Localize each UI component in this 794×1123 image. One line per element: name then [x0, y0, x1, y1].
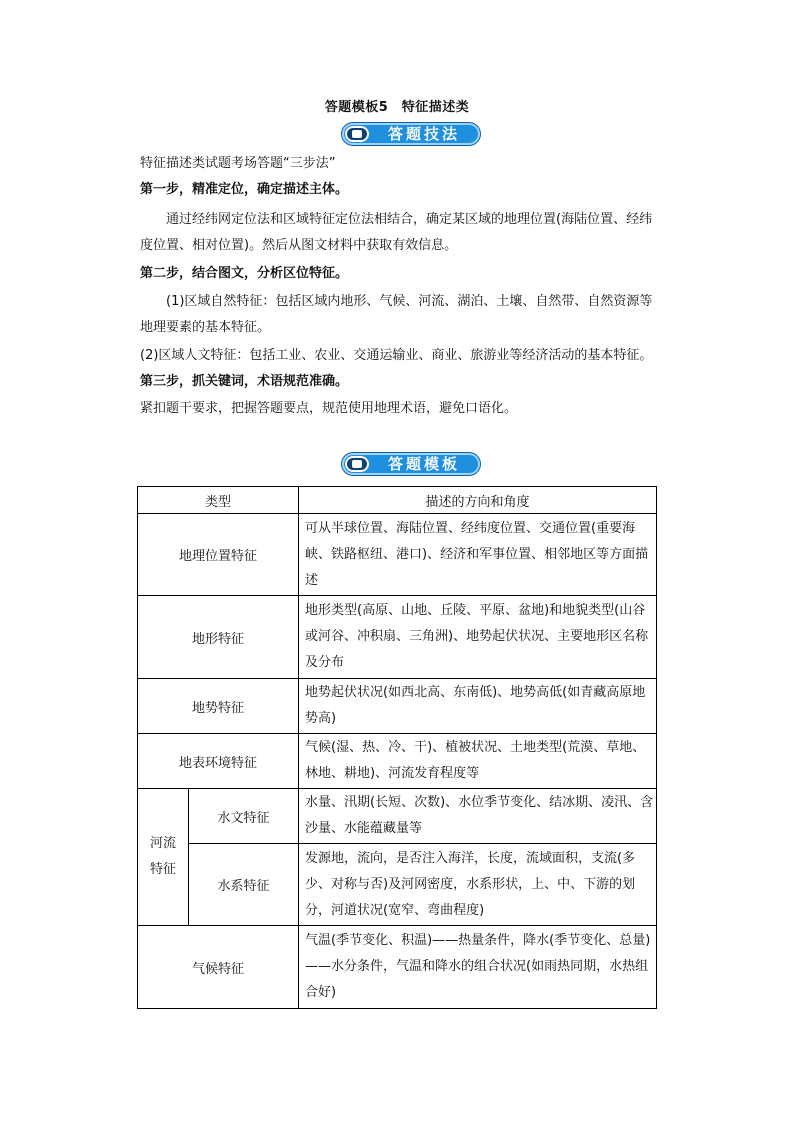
- table-row: [138, 679, 657, 734]
- header-type: 类型: [138, 487, 299, 514]
- step-one-body: 通过经纬网定位法和区域特征定位法相结合，确定某区域的地理位置(海陆位置、经纬度位置、相对位置)。然后从图文材料中获取有效信息。: [140, 212, 653, 253]
- row-type: 水系特征: [189, 844, 299, 926]
- row-desc: 水量、汛期(长短、次数)、水位季节变化、结冰期、凌汛、含沙量、水能蕴藏量等: [299, 789, 657, 844]
- table-row: [138, 844, 657, 926]
- header-desc: 描述的方向和角度: [299, 487, 657, 514]
- book-icon: [345, 456, 369, 472]
- table-row: [138, 596, 657, 679]
- page-title: 答题模板5 特征描述类: [324, 100, 470, 115]
- section-banner-template: [342, 453, 480, 475]
- row-type: 地表环境特征: [138, 734, 299, 789]
- table-row: [138, 926, 657, 1009]
- row-desc: 发源地，流向，是否注入海洋，长度，流域面积，支流(多少、对称与否)及河网密度，水系形状，上、中、下游的划分，河道状况(宽窄、弯曲程度): [299, 844, 657, 926]
- row-desc: 地势起伏状况(如西北高、东南低)、地势高低(如青藏高原地势高): [299, 679, 657, 734]
- row-desc: 气候(湿、热、冷、干)、植被状况、土地类型(荒漠、草地、林地、耕地)、河流发育程度等: [299, 734, 657, 789]
- skills-intro: 特征描述类试题考场答题“三步法”: [140, 156, 336, 171]
- row-desc: 地形类型(高原、山地、丘陵、平原、盆地)和地貌类型(山谷或河谷、冲积扇、三角洲)、地势起伏状况、主要地形区名称及分布: [299, 596, 657, 679]
- row-desc: 气温(季节变化、积温)——热量条件，降水(季节变化、总量)——水分条件，气温和降水的组合状况(如雨热同期，水热组合好): [299, 926, 657, 1009]
- step-three-heading: 第三步，抓关键词，术语规范准确。: [140, 374, 349, 389]
- table-row: [138, 734, 657, 789]
- book-icon: [345, 126, 369, 142]
- template-table: [137, 486, 657, 1009]
- table-header-row: [138, 487, 657, 514]
- banner-label: 答题技法: [387, 125, 460, 143]
- row-type: 气候特征: [138, 926, 299, 1009]
- river-group: [138, 789, 189, 926]
- row-type: 地势特征: [138, 679, 299, 734]
- river-group-label: 河流特征: [149, 836, 176, 877]
- section-banner-skills: [342, 123, 480, 145]
- row-type: 水文特征: [189, 789, 299, 844]
- table-row: [138, 789, 657, 844]
- row-desc: 可从半球位置、海陆位置、经纬度位置、交通位置(重要海峡、铁路枢纽、港口)、经济和军事位置、相邻地区等方面描述: [299, 514, 657, 596]
- step-one-heading: 第一步，精准定位，确定描述主体。: [140, 182, 349, 197]
- step-two-natural: (1)区域自然特征：包括区域内地形、气候、河流、湖泊、土壤、自然带、自然资源等地理要素的基本特征。: [140, 294, 653, 335]
- step-two-human: (2)区域人文特征：包括工业、农业、交通运输业、商业、旅游业等经济活动的基本特征。: [140, 348, 653, 363]
- step-two-heading: 第二步，结合图文，分析区位特征。: [140, 266, 349, 281]
- row-type: 地理位置特征: [138, 514, 299, 596]
- banner-label: 答题模板: [387, 455, 460, 473]
- step-three-body: 紧扣题干要求，把握答题要点，规范使用地理术语，避免口语化。: [140, 401, 518, 416]
- table-row: [138, 514, 657, 596]
- row-type: 地形特征: [138, 596, 299, 679]
